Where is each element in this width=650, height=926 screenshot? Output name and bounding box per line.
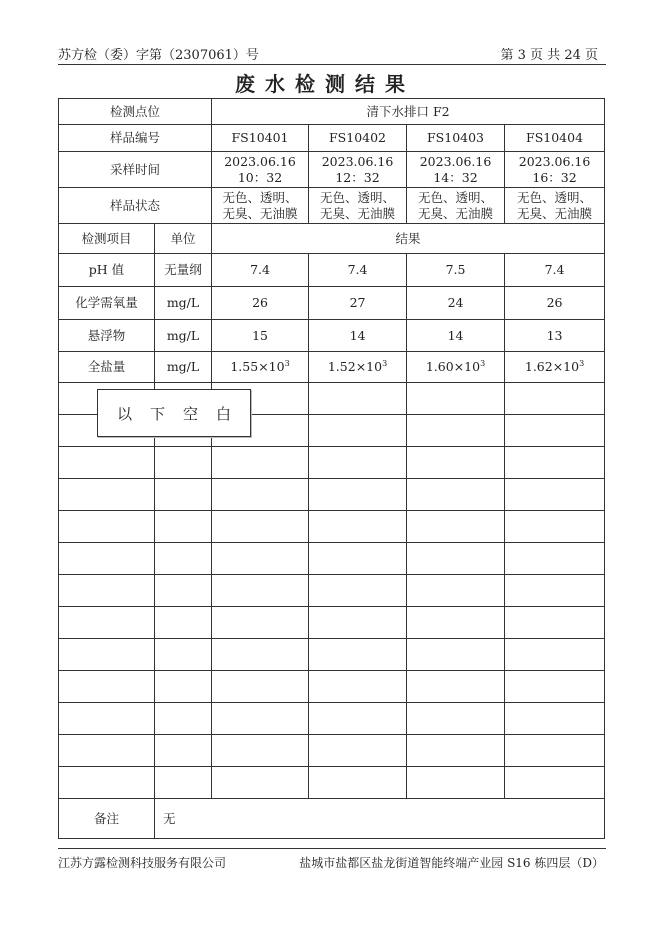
table-row [59,287,605,320]
label-remark: 备注 [59,799,155,839]
sample-date: 2023.06.16 [321,153,394,169]
item-name: pH 值 [59,254,155,287]
state-line: 无臭、无油膜 [320,205,396,221]
value-exponent: 3 [480,358,486,368]
page-info: 第 3 页 共 24 页 [500,48,598,63]
header-divider [58,64,606,65]
label-sample-time: 采样时间 [59,152,212,188]
page-title: 废水检测结果 [235,72,415,96]
sample-clock: 16：32 [532,169,577,185]
item-unit: mg/L [155,352,212,383]
table-row [59,99,605,125]
value-mantissa: 1.60×10 [425,359,481,374]
sample-time [212,152,309,188]
result-value [309,352,407,383]
result-value: 7.5 [407,254,505,287]
result-value: 7.4 [505,254,605,287]
sample-clock: 10：32 [237,169,283,185]
table-row [59,799,605,839]
result-value: 26 [212,287,309,320]
table-row [59,152,605,188]
value-exponent: 3 [579,358,585,368]
footer-address: 盐城市盐都区盐龙街道智能终端产业园 S16 栋四层（D） [299,856,604,870]
item-name: 悬浮物 [59,320,155,352]
result-value: 24 [407,287,505,320]
sample-date: 2023.06.16 [518,153,591,169]
label-sample-state: 样品状态 [59,188,212,224]
sample-time [407,152,505,188]
item-name: 全盐量 [59,352,155,383]
item-unit: mg/L [155,320,212,352]
blank-text: 以下空白 [116,404,249,423]
value-mantissa: 1.52×10 [327,359,383,374]
blank-stamp [97,389,251,437]
sample-clock: 12：32 [335,169,380,185]
report-number: 苏方检（委）字第（2307061）号 [58,48,259,63]
sample-time [309,152,407,188]
empty-row [59,703,605,735]
sample-state [505,188,605,224]
state-line: 无臭、无油膜 [517,205,593,221]
state-line: 无臭、无油膜 [222,205,298,221]
sample-id: FS10404 [505,125,605,152]
empty-row [59,671,605,703]
label-result: 结果 [212,224,605,254]
sample-time [505,152,605,188]
footer-company: 江苏方露检测科技服务有限公司 [58,856,227,870]
item-unit: mg/L [155,287,212,320]
remark-value: 无 [155,799,605,839]
result-value [505,352,605,383]
empty-row [59,479,605,511]
table-row [59,254,605,287]
empty-row [59,511,605,543]
state-line: 无臭、无油膜 [418,205,494,221]
table-row [59,320,605,352]
result-value: 27 [309,287,407,320]
label-point: 检测点位 [59,99,212,125]
empty-row [59,767,605,799]
value-exponent: 3 [382,358,388,368]
result-value: 14 [309,320,407,352]
sample-id: FS10401 [212,125,309,152]
label-item: 检测项目 [59,224,155,254]
sample-date: 2023.06.16 [419,153,492,169]
result-value [212,352,309,383]
result-value: 7.4 [309,254,407,287]
item-name: 化学需氧量 [59,287,155,320]
results-table [58,98,605,839]
point-value: 清下水排口 F2 [212,99,605,125]
sample-state [212,188,309,224]
empty-row [59,639,605,671]
state-line: 无色、透明、 [320,189,396,205]
table-row [59,188,605,224]
result-value: 14 [407,320,505,352]
sample-date: 2023.06.16 [224,153,296,169]
result-value: 7.4 [212,254,309,287]
empty-row [59,447,605,479]
item-unit: 无量纲 [155,254,212,287]
result-value: 15 [212,320,309,352]
empty-row [59,575,605,607]
sample-state [309,188,407,224]
value-exponent: 3 [284,358,290,368]
sample-id: FS10402 [309,125,407,152]
state-line: 无色、透明、 [517,189,593,205]
result-value: 13 [505,320,605,352]
empty-row [59,543,605,575]
table-row [59,224,605,254]
empty-row [59,735,605,767]
sample-id: FS10403 [407,125,505,152]
state-line: 无色、透明、 [222,189,298,205]
value-mantissa: 1.55×10 [230,359,285,374]
table-row [59,352,605,383]
table-row [59,125,605,152]
sample-state [407,188,505,224]
empty-row [59,607,605,639]
footer-divider [58,848,606,849]
label-unit: 单位 [155,224,212,254]
value-mantissa: 1.62×10 [524,359,580,374]
label-sample-no: 样品编号 [59,125,212,152]
state-line: 无色、透明、 [418,189,494,205]
result-value [407,352,505,383]
sample-clock: 14：32 [433,169,478,185]
result-value: 26 [505,287,605,320]
